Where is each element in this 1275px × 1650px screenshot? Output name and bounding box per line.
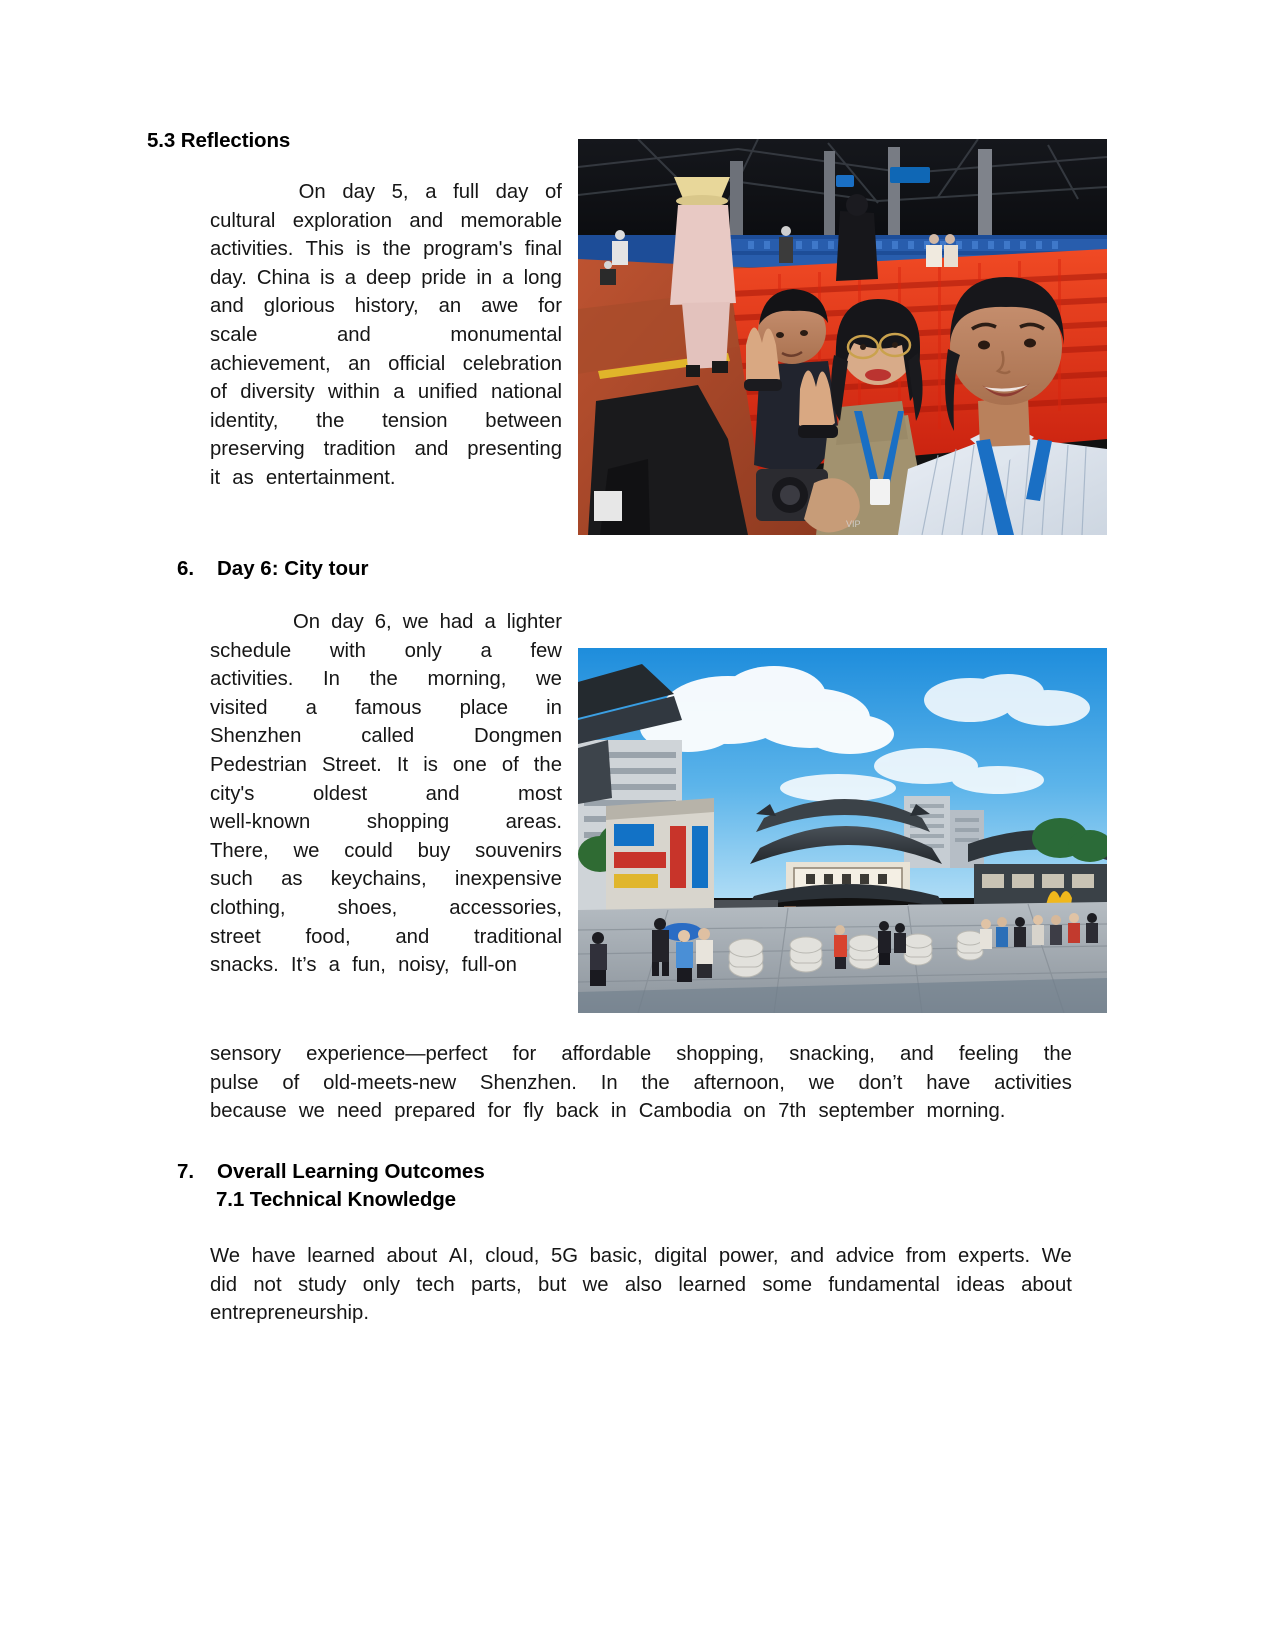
word: morning.: [926, 1100, 1006, 1123]
heading-7-1-technical-knowledge: 7.1 Technical Knowledge: [216, 1188, 456, 1211]
word: and: [336, 323, 371, 346]
word: have: [251, 1245, 296, 1267]
word: entertainment.: [265, 466, 396, 489]
word: is: [319, 266, 335, 289]
word: activities: [994, 1071, 1072, 1094]
word: traditional: [474, 925, 562, 948]
word: about: [1021, 1273, 1072, 1296]
word: ideas: [956, 1273, 1005, 1296]
word: memorable: [460, 209, 562, 232]
word: official: [388, 352, 446, 375]
word: we: [582, 1273, 609, 1296]
word: back: [555, 1100, 599, 1123]
word: morning,: [427, 668, 507, 691]
word: pulse: [210, 1071, 259, 1094]
word: one: [452, 753, 487, 776]
text-line: [210, 722, 562, 751]
text-line: [210, 292, 562, 321]
word: shopping: [366, 811, 450, 834]
word: not: [253, 1273, 282, 1296]
word: areas.: [505, 811, 562, 834]
word: clothing,: [210, 896, 286, 919]
word: China: [256, 266, 310, 289]
word: experience—perfect: [306, 1043, 488, 1065]
text-line: [210, 923, 562, 952]
first-line-indent: [210, 608, 282, 637]
word: and: [395, 925, 430, 948]
text-line: [210, 378, 562, 407]
word: activities.: [210, 238, 294, 261]
word: day: [342, 181, 376, 203]
word: It: [396, 753, 409, 776]
word: a: [305, 696, 317, 719]
heading-outcomes-text: Overall Learning Outcomes: [217, 1160, 485, 1183]
word: food,: [305, 925, 351, 948]
text-line: [210, 321, 562, 350]
word: On: [293, 611, 321, 633]
word: Pedestrian: [210, 753, 307, 776]
word: affordable: [561, 1043, 652, 1065]
word: final: [524, 238, 562, 261]
word: only: [404, 639, 442, 662]
word: oldest: [312, 782, 368, 805]
word: identity,: [210, 409, 279, 432]
word: well-known: [210, 811, 311, 834]
day6-paragraph-narrow: [210, 608, 562, 980]
word: and: [899, 1043, 934, 1065]
word: had: [439, 611, 474, 633]
word: some: [762, 1273, 812, 1296]
word: Cambodia: [638, 1100, 732, 1123]
word: and: [414, 438, 449, 461]
word: cloud,: [485, 1245, 540, 1267]
text-line: [210, 865, 562, 894]
figure-dongmen-street: [578, 648, 1107, 1013]
text-line: [210, 207, 562, 236]
word: as: [232, 466, 254, 489]
word: day.: [210, 266, 247, 289]
word: monumental: [450, 323, 562, 346]
word: of: [282, 1071, 300, 1094]
word: cultural: [210, 209, 276, 232]
word: In: [600, 1071, 618, 1094]
word: power,: [718, 1245, 779, 1267]
word: national: [490, 381, 562, 404]
text-line: [210, 1097, 1072, 1126]
word: 5G: [550, 1245, 579, 1267]
word: we: [402, 611, 429, 633]
word: of: [210, 381, 227, 404]
word: celebration: [462, 352, 562, 375]
word: entrepreneurship.: [210, 1302, 369, 1325]
word: is: [423, 753, 438, 776]
word: program's: [423, 238, 513, 261]
word: We: [210, 1245, 241, 1267]
heading-outcomes: [177, 1160, 485, 1185]
word: in: [476, 266, 493, 289]
text-line: [210, 1069, 1072, 1098]
text-line: [210, 808, 562, 837]
text-line: [210, 350, 562, 379]
word: we: [808, 1071, 835, 1094]
heading-outcomes-number: 7.: [177, 1160, 195, 1183]
word: snacks.: [210, 954, 279, 977]
word: we: [293, 839, 320, 862]
word: the: [369, 668, 398, 691]
outcomes-paragraph: [210, 1242, 1072, 1328]
word: tradition: [323, 438, 396, 461]
day6-paragraph-wide: [210, 1040, 1072, 1126]
word: Street.: [322, 753, 382, 776]
text-line: [210, 1242, 1072, 1271]
word: day: [331, 611, 364, 633]
word: inexpensive: [454, 868, 562, 891]
word: september: [818, 1100, 915, 1123]
word: history,: [354, 295, 419, 318]
word: keychains,: [330, 868, 427, 891]
first-line-indent: [210, 178, 282, 207]
word: accessories,: [449, 896, 562, 919]
word: buy: [417, 839, 451, 862]
word: an: [438, 295, 462, 318]
word: and: [425, 782, 460, 805]
word: an: [348, 352, 371, 375]
text-line: [210, 837, 562, 866]
word: Dongmen: [474, 725, 562, 748]
word: from: [905, 1245, 947, 1267]
word: a: [328, 954, 340, 977]
word: study: [297, 1273, 347, 1296]
word: and: [790, 1245, 825, 1267]
word: in: [546, 696, 562, 719]
text-line: [210, 1040, 1072, 1069]
word: 6,: [374, 611, 392, 633]
word: and: [210, 295, 244, 318]
word: we: [298, 1100, 325, 1123]
word: pride: [421, 266, 467, 289]
word: few: [530, 639, 562, 662]
text-line: [210, 435, 562, 464]
word: place: [459, 696, 509, 719]
word: prepared: [394, 1100, 476, 1123]
word: within: [328, 381, 380, 404]
word: could: [344, 839, 393, 862]
heading-5-3-reflections: 5.3 Reflections: [147, 129, 291, 152]
word: AI,: [448, 1245, 474, 1267]
word: fun,: [352, 954, 386, 977]
word: snacking,: [789, 1043, 875, 1065]
word: There,: [210, 839, 269, 862]
word: long: [523, 266, 562, 289]
word: exploration: [292, 209, 392, 232]
word: don’t: [858, 1071, 903, 1094]
word: noisy,: [398, 954, 450, 977]
word: with: [329, 639, 366, 662]
word: in: [610, 1100, 627, 1123]
word: diversity: [240, 381, 315, 404]
word: scale: [210, 323, 258, 346]
word: unified: [417, 381, 478, 404]
word: schedule: [210, 639, 292, 662]
word: preserving: [210, 438, 305, 461]
word: It’s: [290, 954, 317, 977]
word: but: [538, 1273, 567, 1296]
word: did: [210, 1273, 238, 1296]
word: of: [501, 753, 519, 776]
word: Shenzhen.: [479, 1071, 577, 1094]
heading-day6-text: Day 6: City tour: [217, 557, 369, 580]
word: a: [480, 639, 492, 662]
word: and: [409, 209, 444, 232]
word: called: [361, 725, 415, 748]
word: day: [495, 181, 529, 203]
word: parts,: [470, 1273, 522, 1296]
word: about: [386, 1245, 438, 1267]
text-line: [210, 665, 562, 694]
word: have: [926, 1071, 971, 1094]
word: the: [533, 753, 562, 776]
text-line: [210, 637, 562, 666]
word: advice: [835, 1245, 895, 1267]
word: 5,: [391, 181, 409, 203]
word: presenting: [467, 438, 562, 461]
word: In: [323, 668, 340, 691]
word: shopping,: [676, 1043, 765, 1065]
word: street: [210, 925, 261, 948]
text-line: [210, 264, 562, 293]
word: a: [502, 266, 514, 289]
word: such: [210, 868, 253, 891]
text-line: [210, 951, 562, 980]
word: for: [538, 295, 562, 318]
word: need: [336, 1100, 383, 1123]
word: afternoon,: [693, 1071, 785, 1094]
word: most: [518, 782, 562, 805]
word: experts.: [958, 1245, 1031, 1267]
word: tech: [416, 1273, 455, 1296]
word: learned: [307, 1245, 375, 1267]
word: also: [624, 1273, 663, 1296]
text-line: [210, 1299, 1072, 1328]
word: the: [641, 1071, 670, 1094]
word: as: [281, 868, 303, 891]
word: a: [484, 611, 496, 633]
word: We: [1041, 1245, 1072, 1267]
word: digital: [654, 1245, 708, 1267]
word: awe: [481, 295, 519, 318]
word: Shenzhen: [210, 725, 302, 748]
word: 7th: [778, 1100, 807, 1123]
word: between: [485, 409, 562, 432]
svg-text:VIP: VIP: [846, 519, 861, 529]
text-line: [210, 780, 562, 809]
word: learned: [678, 1273, 747, 1296]
text-line: [210, 178, 562, 207]
word: shoes,: [337, 896, 398, 919]
heading-day6: [177, 557, 369, 582]
word: full-on: [461, 954, 517, 977]
word: achievement,: [210, 352, 331, 375]
text-line: [210, 694, 562, 723]
word: basic,: [589, 1245, 643, 1267]
word: sensory: [210, 1043, 282, 1065]
word: feeling: [958, 1043, 1019, 1065]
word: because: [210, 1100, 287, 1123]
word: is: [355, 238, 371, 261]
word: we: [536, 668, 562, 691]
text-line: [210, 407, 562, 436]
figure-stadium-selfie: [578, 139, 1107, 535]
word: the: [316, 409, 345, 432]
word: This: [305, 238, 344, 261]
word: only: [362, 1273, 400, 1296]
text-line: [210, 235, 562, 264]
text-line: [210, 894, 562, 923]
word: old-meets-new: [323, 1071, 457, 1094]
heading-day6-number: 6.: [177, 557, 195, 580]
word: famous: [354, 696, 422, 719]
word: fly: [523, 1100, 544, 1123]
word: full: [453, 181, 480, 203]
word: fundamental: [828, 1273, 940, 1296]
text-line: [210, 751, 562, 780]
word: tension: [382, 409, 448, 432]
word: lighter: [506, 611, 562, 633]
word: On: [298, 181, 326, 203]
word: a: [344, 266, 356, 289]
word: visited: [210, 696, 268, 719]
word: the: [1043, 1043, 1072, 1065]
word: deep: [366, 266, 412, 289]
word: a: [393, 381, 405, 404]
word: city's: [210, 782, 255, 805]
word: of: [544, 181, 562, 203]
word: it: [210, 466, 221, 489]
word: for: [487, 1100, 512, 1123]
text-line: [210, 464, 562, 493]
word: activities.: [210, 668, 294, 691]
word: a: [425, 181, 437, 203]
reflections-paragraph: [210, 178, 562, 493]
text-line: [210, 1271, 1072, 1300]
word: the: [382, 238, 411, 261]
word: on: [743, 1100, 766, 1123]
word: for: [512, 1043, 537, 1065]
text-line: [210, 608, 562, 637]
word: glorious: [263, 295, 335, 318]
word: souvenirs: [475, 839, 562, 862]
